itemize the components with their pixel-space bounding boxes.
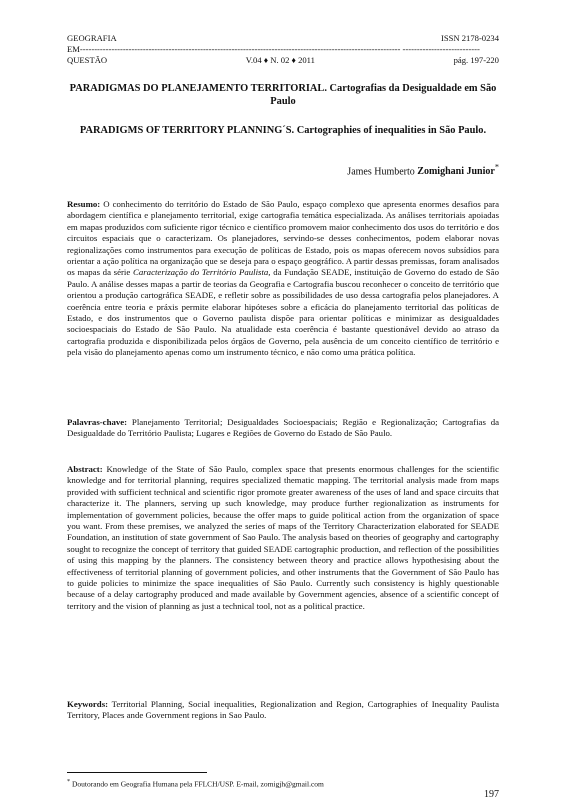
header-row-1	[67, 33, 499, 44]
title-portuguese: PARADIGMAS DO PLANEJAMENTO TERRITORIAL. Cartografias da Desigualdade em São Paulo	[69, 83, 497, 107]
journal-name: GEOGRAFIA	[67, 33, 117, 43]
palavras-chave-paragraph	[67, 417, 499, 440]
author-line	[347, 163, 499, 177]
page-range: pág. 197-220	[453, 55, 499, 65]
header-dash-line: EM---------------------------------------------------------------------------------------------------------------- ---------------------------	[67, 44, 480, 54]
journal-section: QUESTÃO	[67, 55, 108, 65]
footnote-text: Doutorando em Geografia Humana pela FFLCH/USP. E-mail, zomigjh@gmail.com	[70, 779, 324, 789]
running-header	[67, 33, 499, 66]
resumo-text-1: O conhecimento do território do Estado de São Paulo, espaço complexo que apresenta enormes desafios para abordagem científica e planejamento territorial, exige cartografia temática especializada. As análises territoriais apoiadas em mapas produzidos com suficiente rigor técnico e científico promovem maior conhecimento dos usos do território e dos circuitos espaciais que o caracterizam. Os planejadores, servindo-se desses conhecimentos, podem elaborar novas regionalizações como instrumentos para execução de políticas de Estado, pois os mapas oferecem novos subsídios para orientar a ação política na organização que se deseja para o espaço geográfico. A partir dessas premissas, foram analisados os mapas da série	[67, 199, 499, 278]
keywords-label: Keywords:	[67, 699, 109, 709]
author-footnote-mark: *	[494, 163, 499, 172]
resumo-paragraph	[67, 199, 499, 359]
abstract-label: Abstract:	[67, 464, 103, 474]
issn: ISSN 2178-0234	[440, 33, 499, 43]
page-number: 197	[484, 789, 499, 800]
resumo-label: Resumo:	[67, 199, 101, 209]
volume-issue: V.04 ♦ N. 02 ♦ 2011	[245, 55, 315, 65]
palavras-chave-label: Palavras-chave:	[67, 417, 128, 427]
abstract-text: Knowledge of the State of São Paulo, complex space that presents enormous challenges for the scientific knowledge and for territorial planning, requires specialized thematic mapping. The territorial analysis made from maps provided with sufficient technical and scientific rigor promote greater awareness of the uses of land and space circuits that characterize it. The planners, serving up such knowledge, may produce further regionalization as instruments for implementation of government policies, because the offer maps to guide political action from the organization of space you want. From these premises, we analyzed the series of maps of the Territory Characterization elaborated for SEADE Foundation, an institution of state government of Sao Paulo. The analysis based on theories of geography and cartography sought to recognize the concept of territory that guided SEADE cartographic production, and reflection of the possibilities of using this mapping by the planners. The consistency between theory and practice allows hypothesising about the effectiveness of territorial planning of government policies, and other instruments that the Government of São Paulo has to guide policies to minimize the space inequalities of São Paulo. Currently such consistency is highly questionable because of a delay cartography produced and made available by Government agencies, absence of a scientific concept of territory and the vision of planning as just a technical tool, not as a political practice.	[67, 464, 499, 611]
author-given-name: James Humberto	[347, 166, 415, 178]
footnote-rule	[67, 772, 207, 773]
keywords-text: Territorial Planning, Social inequalities, Regionalization and Region, Cartographies of Inequality Paulista Territory, Places ande Government regions in Sao Paulo.	[67, 699, 499, 721]
palavras-chave-text: Planejamento Territorial; Desigualdades Socioespaciais; Região e Regionalização; Cartografias da Desigualdade do Território Paulista; Lugares e Regiões de Governo do Estado de São Paulo.	[67, 417, 499, 439]
resumo-text-2: da Fundação SEADE, instituição de Governo do estado de São Paulo. A análise desses mapas a partir de teorias da Geografia e Cartografia buscou reconhecer o conceito de território que orientou a produção cartográfica SEADE, e refletir sobre as possibilidades de uso dessa cartografia pelos planejadores. A coerência entre teoria e práxis permite elaborar hipóteses sobre a eficácia do planejamento territorial das políticas de Estado, e dos instrumentos que o Governo paulista dispõe para orientar políticas e minimizar as desigualdades socioespaciais do Estado de São Paulo. Na atualidade esta coerência é bastante questionável devido ao atraso da cartografia produzida e disponibilizada pelos órgãos de Governo, pela ausência de um conceito científico de território e pela visão do planejamento apenas como um instrumento técnico, e não como uma prática política.	[67, 267, 499, 358]
abstract-paragraph	[67, 464, 499, 612]
title-english: PARADIGMS OF TERRITORY PLANNING´S. Cartographies of inequalities in São Paulo.	[79, 125, 487, 136]
keywords-paragraph	[67, 699, 499, 722]
author-surname: Zomighani Junior*	[417, 163, 499, 178]
footnote-mark: *	[67, 778, 71, 785]
footnote	[67, 778, 324, 789]
header-row-2	[67, 55, 499, 66]
resumo-series-title: Caracterização do Território Paulista,	[132, 267, 271, 278]
